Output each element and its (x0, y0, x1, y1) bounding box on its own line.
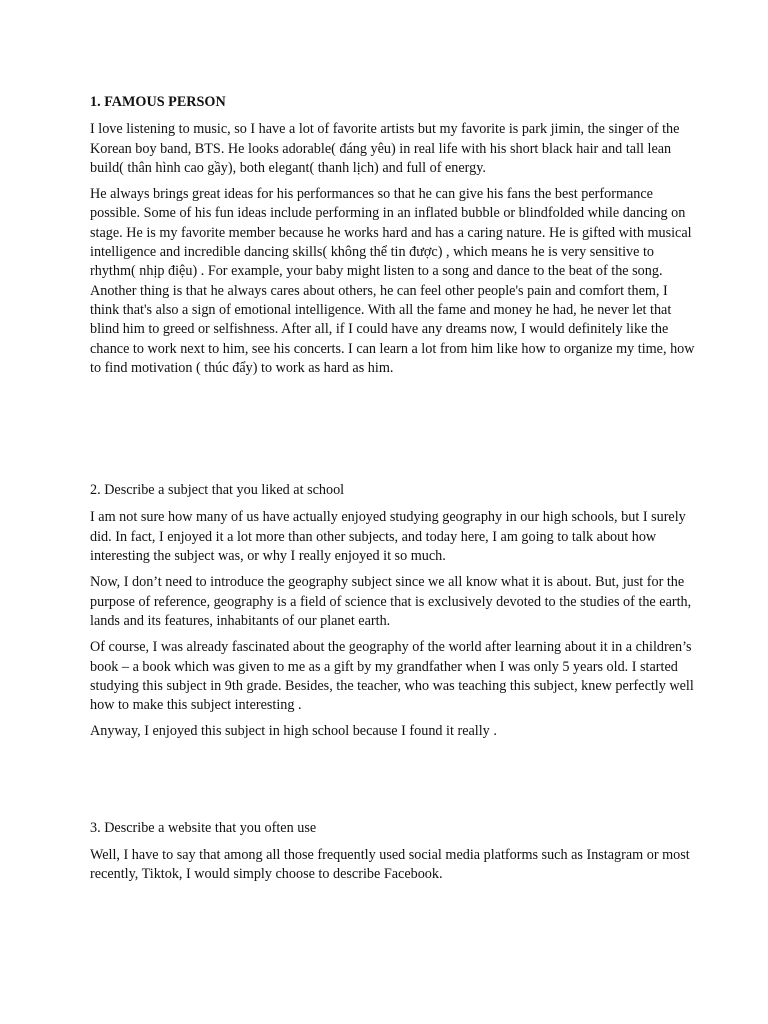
spacer (90, 385, 698, 481)
section-website (90, 819, 698, 885)
paragraph: Now, I don’t need to introduce the geography subject since we all know what it is about. But, just for the purpose of reference, geography is a field of science that is exclusively devoted to the studies of the earth, lands and its features, inhabitants of our planet earth. (90, 574, 692, 629)
paragraph: I love listening to music, so I have a lot of favorite artists but my favorite is park jimin, the singer of the Korean boy band, BTS. He looks adorable( đáng yêu) in real life with his short black hair and tall lean build( thân hình cao gầy), both elegant( thanh lịch) and full of energy. (90, 121, 680, 176)
section-subject-at-school (90, 481, 698, 742)
section-famous-person (90, 93, 698, 378)
paragraph: I am not sure how many of us have actually enjoyed studying geography in our high schools, but I surely did. In fact, I enjoyed it a lot more than other subjects, and today here, I am going to talk about how interesting the subject was, or why I really enjoyed it so much. (90, 509, 686, 565)
section-heading: 3. Describe a website that you often use (90, 819, 317, 836)
section-heading: 1. FAMOUS PERSON (90, 94, 226, 110)
paragraph: He always brings great ideas for his performances so that he can give his fans the best performance possible. Some of his fun ideas include performing in an inflated bubble or blindfolded while dancing on stage. He is my favorite member because he works hard and has a caring nature. He is gifted with musical intelligence and incredible dancing skills( không thể tin được) , which means he is very sensitive to rhythm( nhịp điệu) . For example, your baby might listen to a song and dance to the beat of the song. Another thing is that he always cares about others, he can feel other people's pain and comfort them, I think that's also a sign of emotional intelligence. With all the fame and money he had, he never let that blind him to greed or selfishness. After all, if I could have any dreams now, I would definitely like the chance to work next to him, see his concerts. I can learn a lot from him like how to organize my time, how to find motivation ( thúc đẩy) to work as hard as him. (90, 186, 695, 376)
paragraph: Anyway, I enjoyed this subject in high school because I found it really . (90, 723, 497, 740)
paragraph: Of course, I was already fascinated about the geography of the world after learning about it in a children’s book – a book which was given to me as a gift by my grandfather when I was only 5 years old. I started studying this subject in 9th grade. Besides, the teacher, who was teaching this subject, knew perfectly well how to make this subject interesting . (90, 639, 694, 714)
paragraph: Well, I have to say that among all those frequently used social media platforms such as Instagram or most recently, Tiktok, I would simply choose to describe Facebook. (90, 847, 690, 883)
spacer (90, 749, 698, 819)
section-heading: 2. Describe a subject that you liked at school (90, 482, 345, 499)
